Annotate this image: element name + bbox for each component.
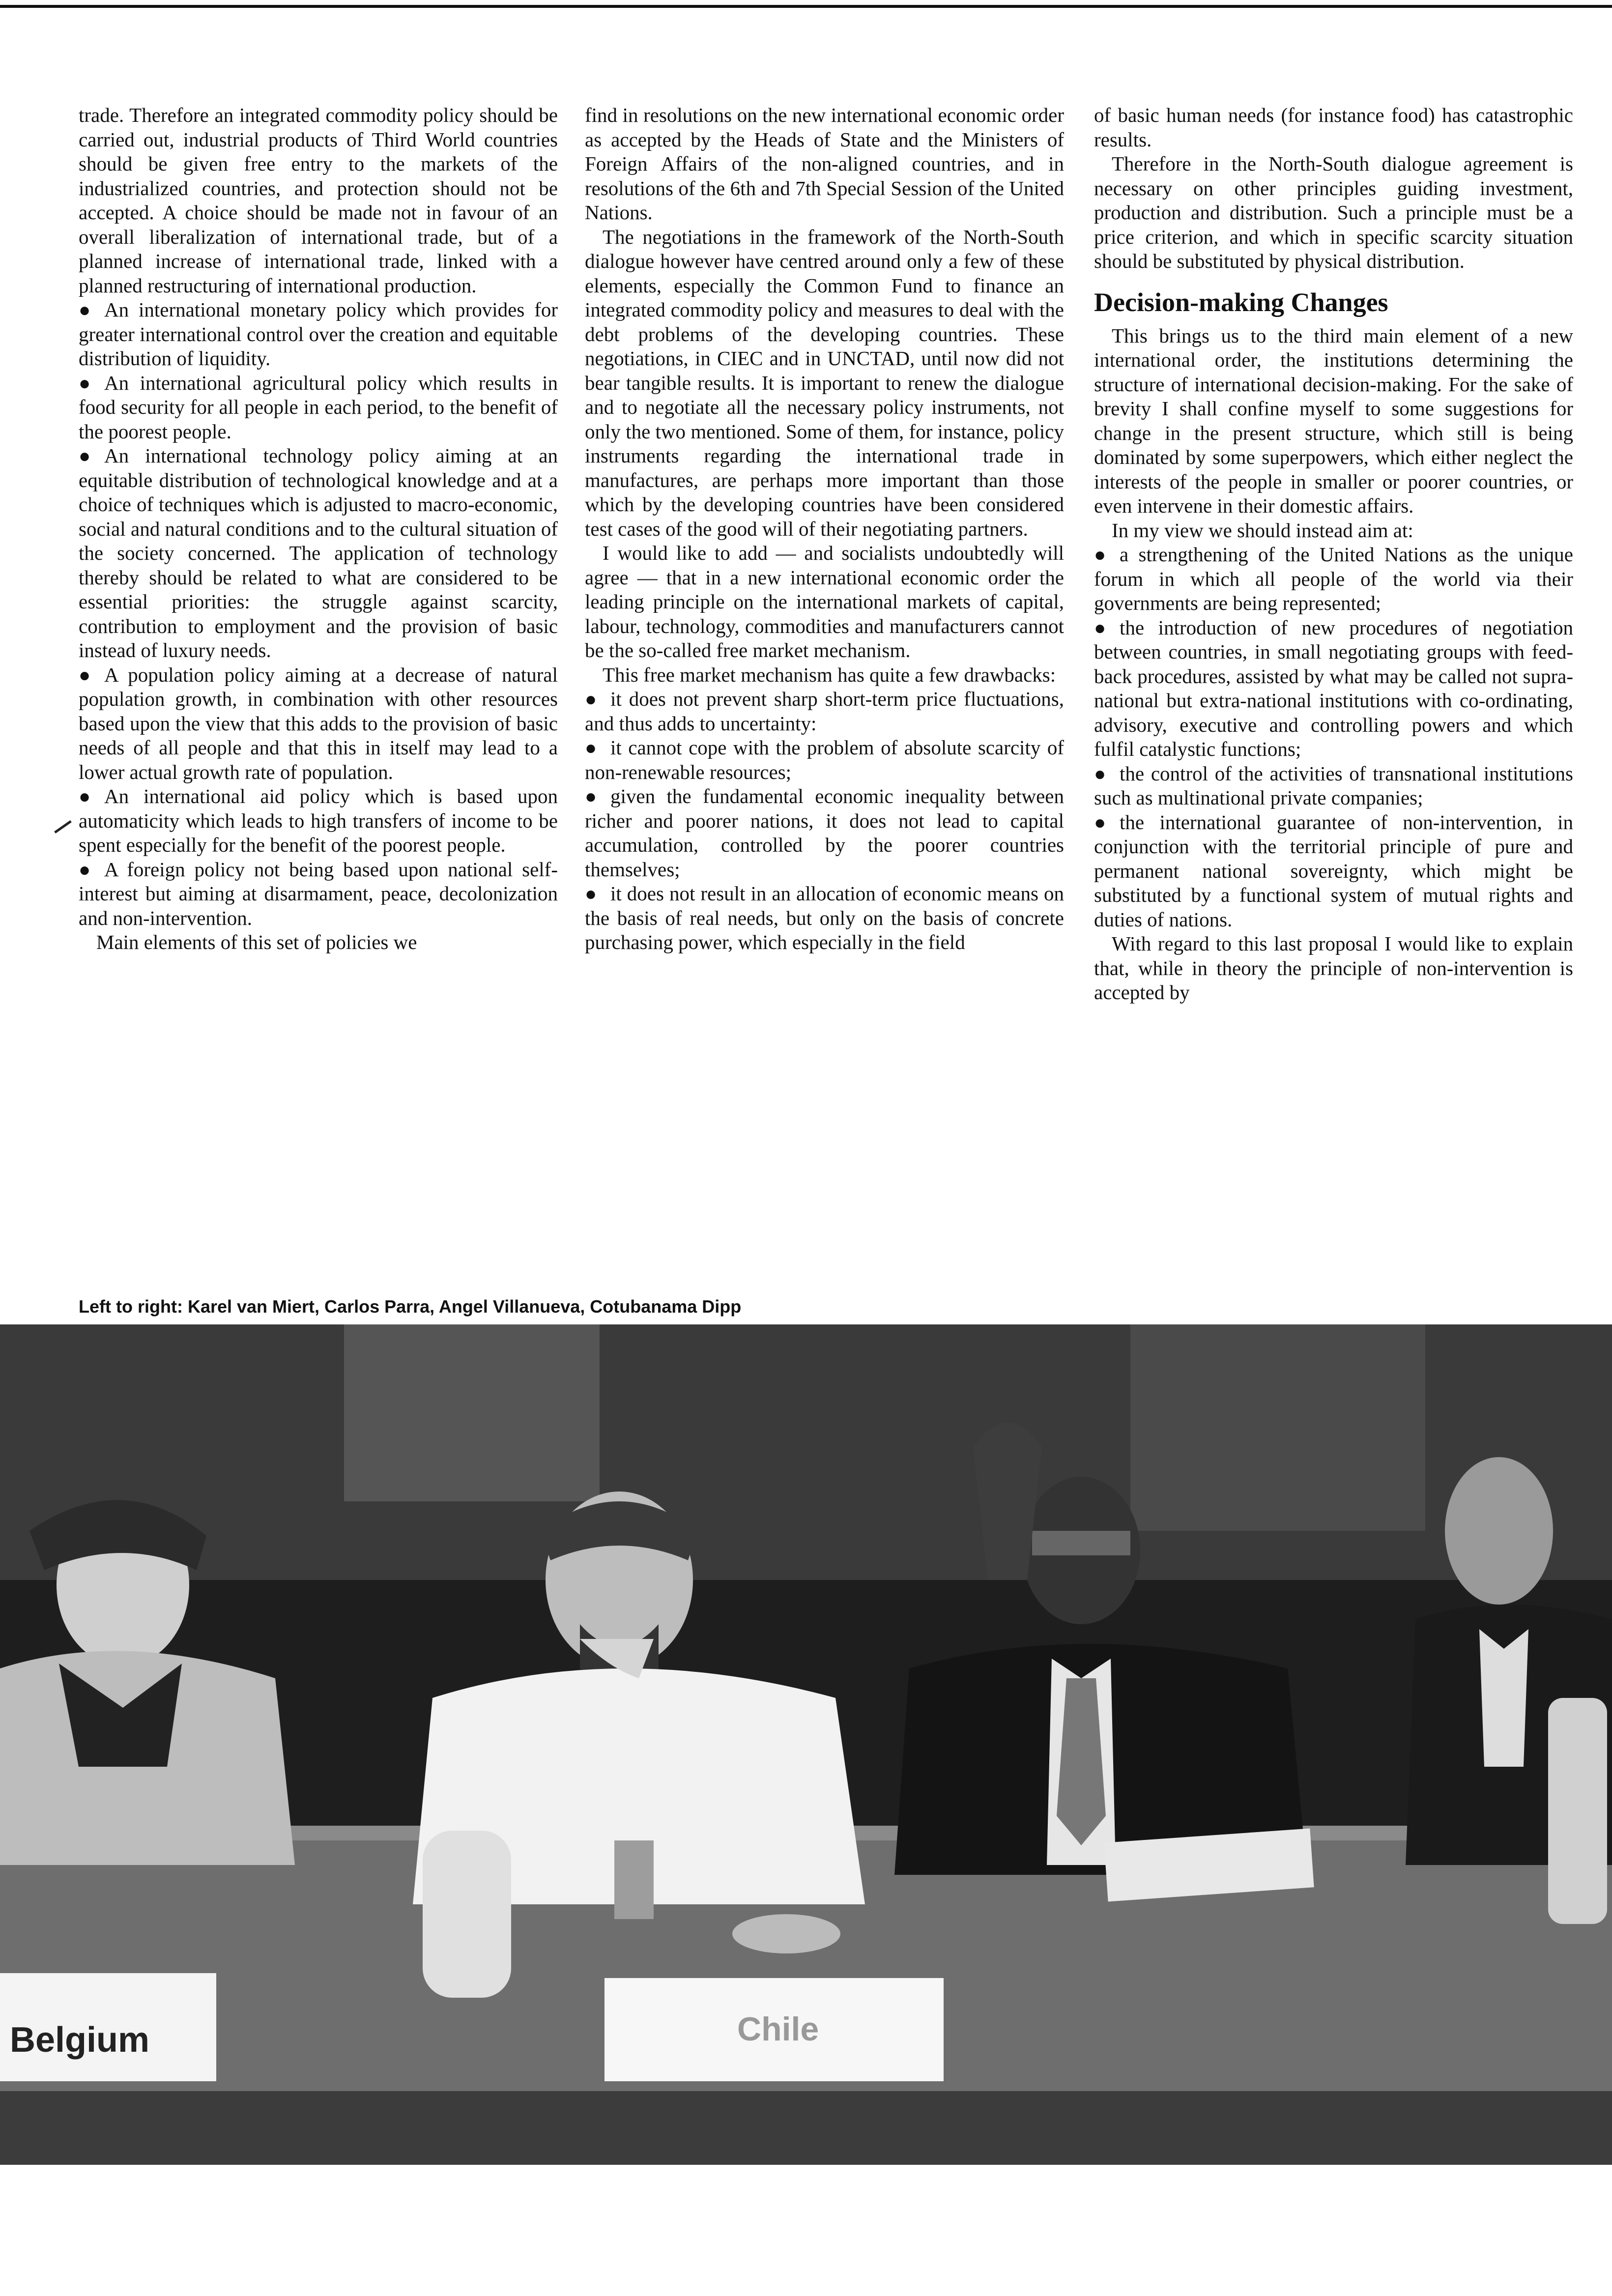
photo-caption: Left to right: Karel van Miert, Carlos Parra, Angel Villanueva, Cotubanama Dipp <box>79 1296 742 1317</box>
top-rule <box>0 5 1612 8</box>
bullet-paragraph: ● given the fundamental economic inequality between richer and poorer nations, it does not lead to capital accumulation, controlled by the poorer countries themselves; <box>585 784 1064 882</box>
body-paragraph: find in resolutions on the new international economic order as accepted by the Heads of State and the Ministers of Foreign Affairs of the non-aligned countries, and in resolutions of the 6th and 7th Special Session of the United Nations. <box>585 104 1064 224</box>
margin-mark <box>54 820 72 833</box>
text-column-2 <box>585 103 1064 955</box>
body-paragraph: In my view we should instead aim at: <box>1112 518 1413 542</box>
chile-nameplate: Chile <box>737 2010 819 2048</box>
bullet-paragraph: ● it cannot cope with the problem of absolute scarcity of non-renewable resources; <box>585 736 1064 784</box>
body-paragraph: This free market mechanism has quite a few drawbacks: <box>603 663 1056 686</box>
bullet-paragraph: ● it does not prevent sharp short-term price fluctuations, and thus adds to uncertainty: <box>585 687 1064 736</box>
body-paragraph: of basic human needs (for instance food) has catastrophic results. <box>1094 104 1573 151</box>
bullet-paragraph: ● it does not result in an allocation of economic means on the basis of real needs, but only on the basis of concrete purchasing power, which especially in the field <box>585 882 1064 955</box>
bullet-paragraph: ● An international monetary policy which provides for greater international control over the creation and equitable distribution of liquidity. <box>79 298 558 371</box>
body-paragraph: This brings us to the third main element of a new international order, the institutions determining the structure of international decision-making. For the sake of brevity I shall confine myself to some suggestions for change in the present structure, which still is being dominated by some superpowers, which either neglect the interests of the people in smaller or poorer countries, or even intervene in their domestic affairs. <box>1094 324 1573 517</box>
body-paragraph: Therefore in the North-South dialogue agreement is necessary on other principles guiding investment, production and distribution. Such a principle must be a price criterion, and which in specific scarcity situation should be substituted by physical distribution. <box>1094 152 1573 272</box>
body-paragraph: I would like to add — and socialists undoubtedly will agree — that in a new international economic order the leading principle on the international markets of capital, labour, technology, commodities and manufacturers cannot be the so-called free market mechanism. <box>585 542 1064 661</box>
bullet-paragraph: ● An international technology policy aiming at an equitable distribution of technological knowledge and at a choice of techniques which is adjusted to macro-economic, social and natural conditions and to the cultural situation of the society concerned. The application of technology thereby should be related to what are considered to be essential priorities: the struggle against scarcity, contribution to employment and the provision of basic instead of luxury needs. <box>79 444 558 663</box>
body-paragraph: Main elements of this set of policies we <box>96 931 417 953</box>
body-paragraph: The negotiations in the framework of the North-South dialogue however have centred around only a few of these elements, especially the Common Fund to finance an integrated commodity policy and measures to deal with the debt problems of the developing countries. These negotiations, in CIEC and in UNCTAD, until now did not bear tangible results. It is important to renew the dialogue and to negotiate all the necessary policy instruments, not only the two mentioned. Some of them, for instance, policy instruments regarding the international trade in manufactures, are perhaps more important than those which by the developing countries have been considered test cases of the good will of their negotiating partners. <box>585 225 1064 540</box>
bullet-paragraph: ● the introduction of new procedures of negotiation between countries, in small negotiating groups with feed-back procedures, assisted by what may be called not supra-national but extra-national institutions with co-ordinating, advisory, executive and controlling powers and which fulfil catalystic functions; <box>1094 616 1573 762</box>
body-paragraph: With regard to this last proposal I would like to explain that, while in theory the principle of non-intervention is accepted by <box>1094 932 1573 1004</box>
text-column-1 <box>79 103 558 955</box>
conference-photo <box>0 1324 1612 2165</box>
bullet-paragraph: ● the control of the activities of transnational institutions such as multinational private companies; <box>1094 762 1573 810</box>
text-column-3 <box>1094 103 1573 1005</box>
section-heading: Decision-making Changes <box>1094 287 1388 317</box>
bullet-paragraph: ● a strengthening of the United Nations as the unique forum in which all people of the world via their governments are being represented; <box>1094 543 1573 616</box>
bullet-paragraph: ● An international aid policy which is based upon automaticity which leads to high transfers of income to be spent especially for the benefit of the poorest people. <box>79 784 558 858</box>
belgium-nameplate: Belgium <box>10 2020 150 2060</box>
bullet-paragraph: ● A foreign policy not being based upon national self-interest but aiming at disarmament, peace, decolonization and non-intervention. <box>79 858 558 931</box>
bullet-paragraph: ● An international agricultural policy which results in food security for all people in each period, to the benefit of the poorest people. <box>79 371 558 444</box>
bullet-paragraph: ● the international guarantee of non-intervention, in conjunction with the territorial principle of pure and permanent national sovereignty, which might be substituted by a functional system of mutual rights and duties of nations. <box>1094 810 1573 932</box>
bullet-paragraph: ● A population policy aiming at a decrease of natural population growth, in combination with other resources based upon the view that this adds to the provision of basic needs of all people and that this in itself may lead to a lower actual growth rate of population. <box>79 663 558 785</box>
body-paragraph: trade. Therefore an integrated commodity policy should be carried out, industrial products of Third World countries should be given free entry to the markets of the industrialized countries, and protection should not be accepted. A choice should be made not in favour of an overall liberalization of international trade, but of a planned increase of international trade, linked with a planned restructuring of international production. <box>79 104 558 297</box>
